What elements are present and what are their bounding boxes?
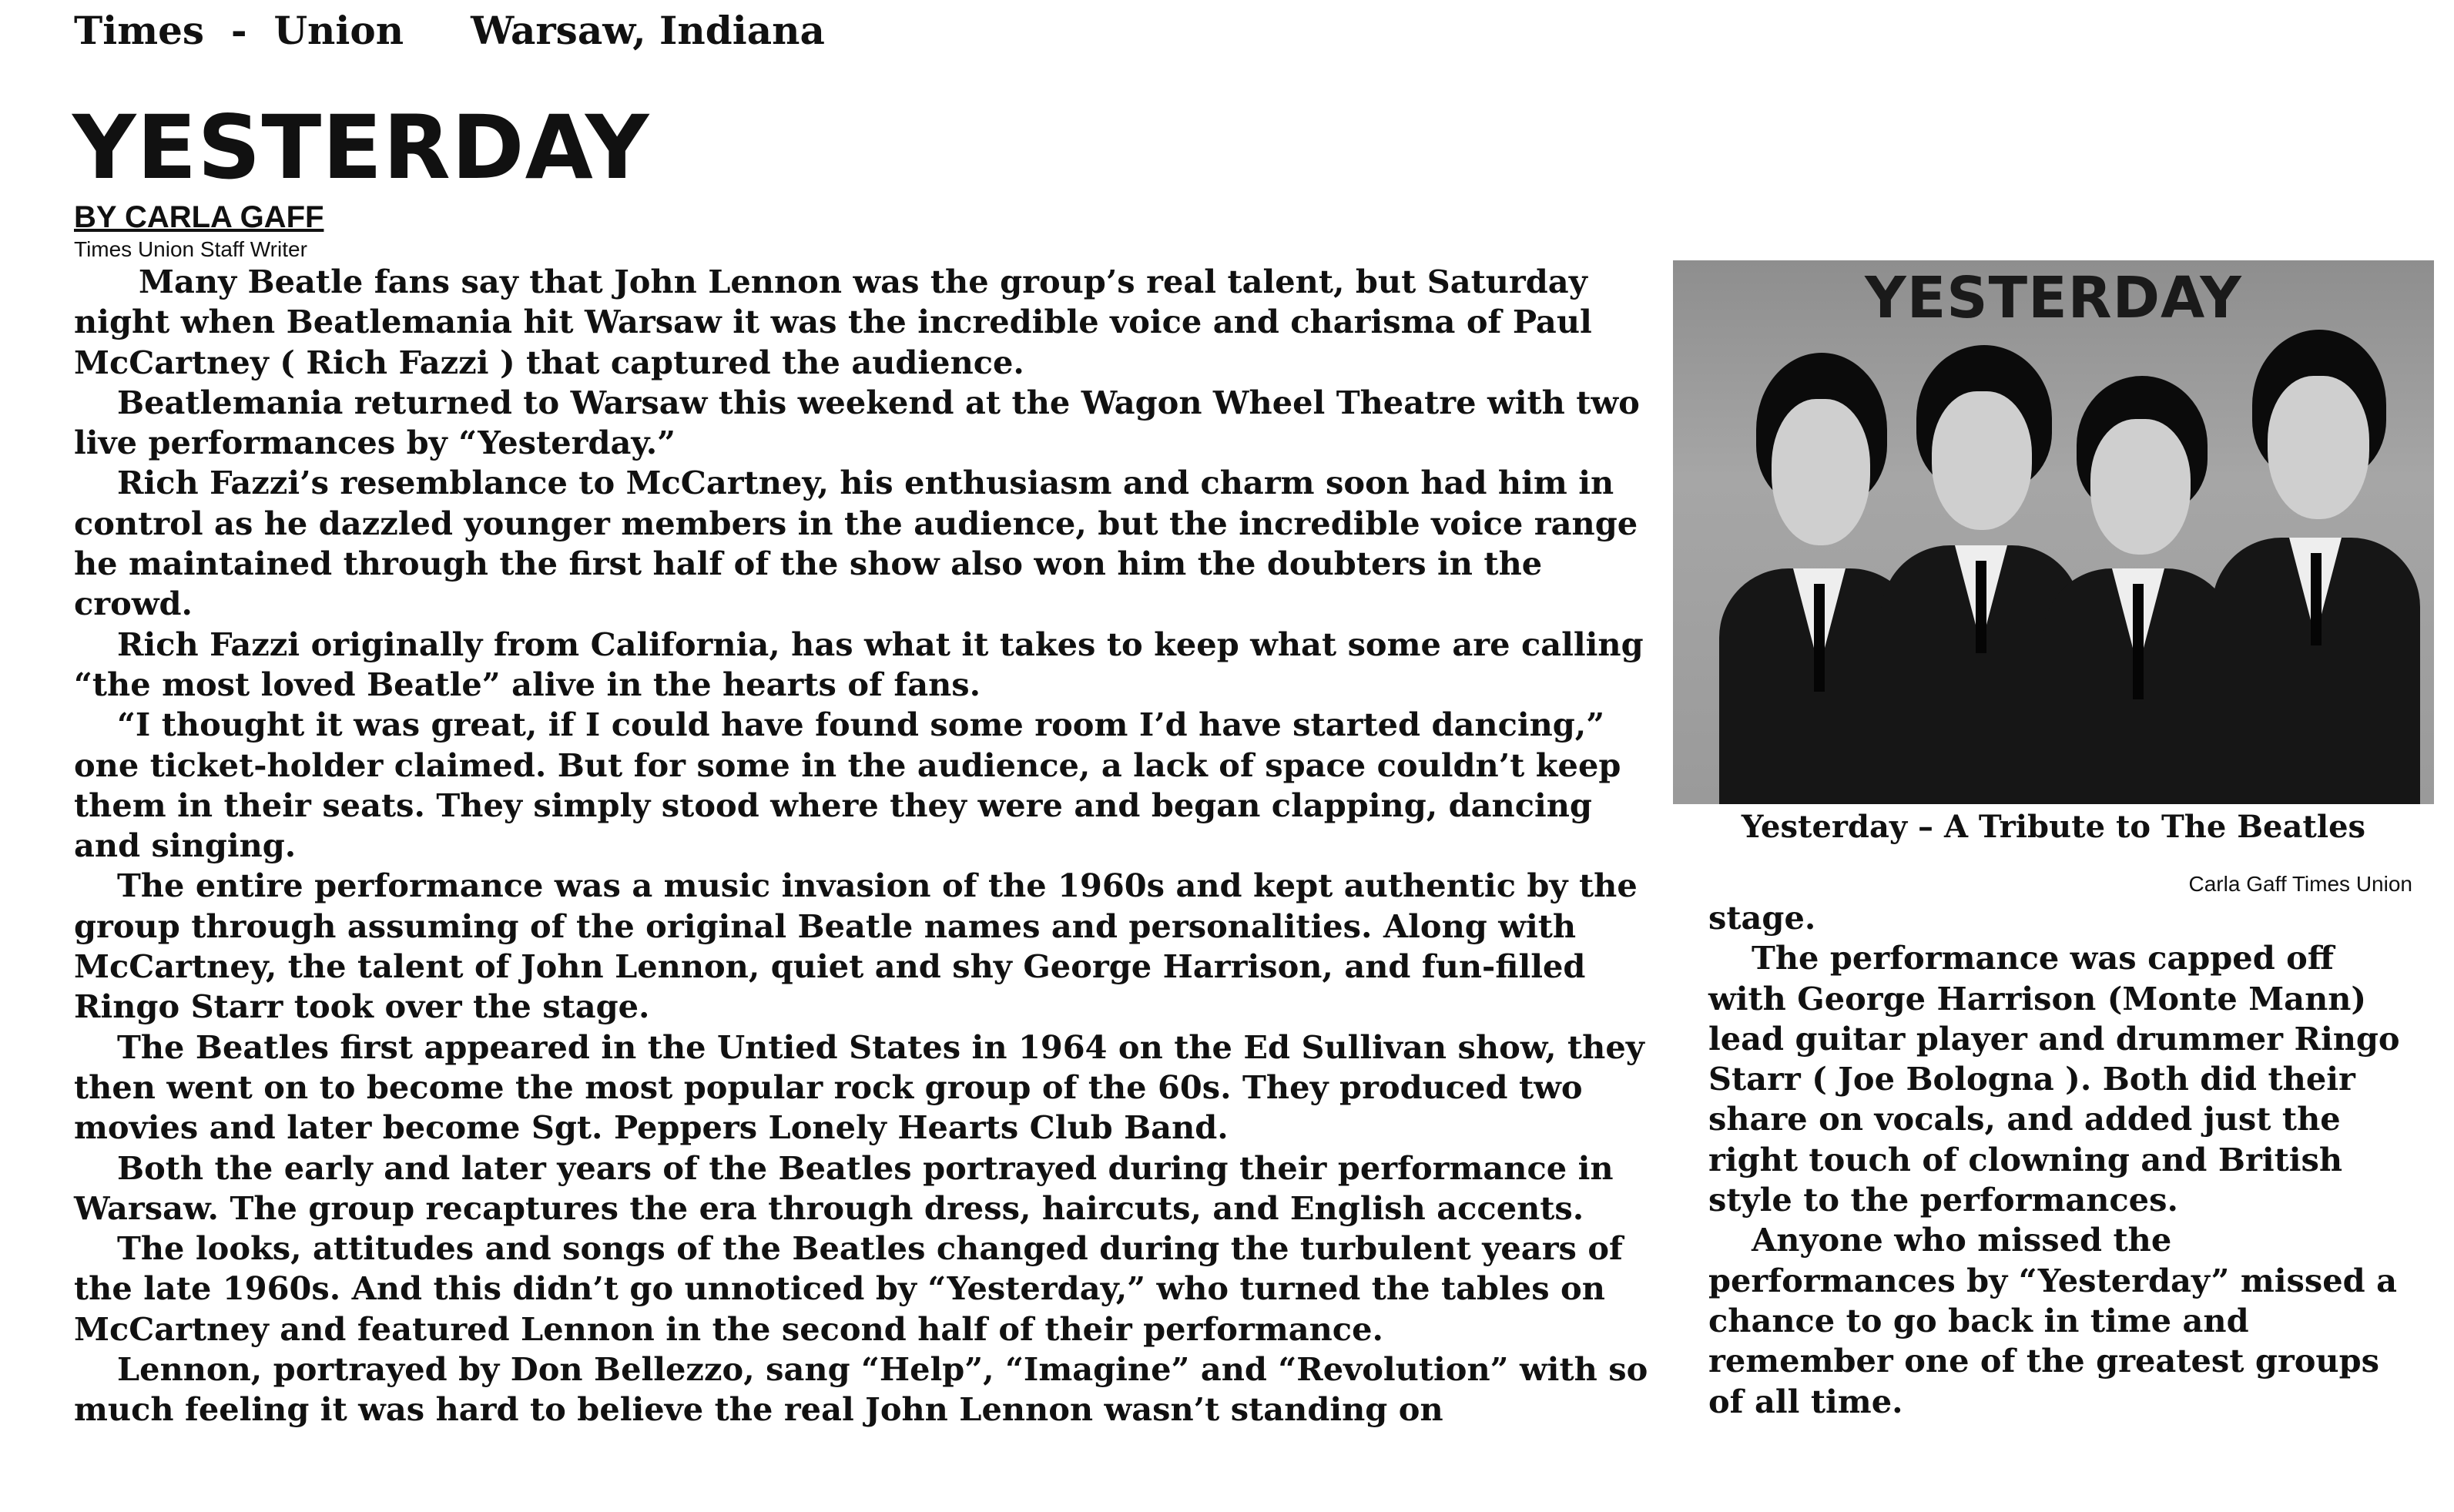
paragraph: Lennon, portrayed by Don Bellezzo, sang “Help”, “Imagine” and “Revolution” with so much feeling it was hard to believe the real John Lennon wasn’t standing on (74, 1350, 1648, 1429)
paragraph: The performance was capped off with George Harrison (Monte Mann) lead guitar player and drummer Ringo Starr ( Joe Bologna ). Both did their share on vocals, and added just the right touch of clowning and British style to the performances. (1708, 939, 2400, 1219)
photo-title-text: YESTERDAY (1865, 265, 2242, 331)
paragraph: stage. (1708, 899, 1816, 937)
masthead: Times - Union Warsaw, Indiana (74, 8, 825, 53)
paragraph: “I thought it was great, if I could have found some room I’d have started dancing,” one ticket-holder claimed. But for some in the audience, a lack of space couldn’t keep them in their seats. They simply stood where they were and began clapping, dancing and singing. (74, 706, 1621, 865)
paragraph: The looks, attitudes and songs of the Beatles changed during the turbulent years of the late 1960s. And this didn’t go unnoticed by “Yesterday,” who turned the tables on McCartney and featured Lennon in the second half of their performance. (74, 1229, 1623, 1348)
photo-credit: Carla Gaff Times Union (2188, 872, 2412, 896)
band-member-figure (2043, 376, 2235, 804)
paragraph: Many Beatle fans say that John Lennon was the group’s real talent, but Saturday night when Beatlemania hit Warsaw it was the incredible voice and charisma of Paul McCartney ( Rich Fazzi ) that captured the audience. (74, 263, 1592, 381)
paragraph: The entire performance was a music invasion of the 1960s and kept authentic by the group through assuming of the original Beatle names and personalities. Along with McCartney, the talent of John Lennon, quiet and shy George Harrison, and fun-filled Ringo Starr took over the stage. (74, 867, 1638, 1026)
side-column (1708, 898, 2402, 1422)
paragraph: Beatlemania returned to Warsaw this weekend at the Wagon Wheel Theatre with two live performances by “Yesterday.” (74, 383, 1640, 462)
paragraph: Rich Fazzi’s resemblance to McCartney, his enthusiasm and charm soon had him in control as he dazzled younger members in the audience, but the incredible voice range he maintained through the first half of the show also won him the doubters in the crowd. (74, 464, 1638, 623)
band-photo (1673, 260, 2434, 804)
photo-caption: Yesterday – A Tribute to The Beatles (1741, 809, 2366, 845)
byline: BY CARLA GAFF (74, 200, 324, 234)
headline: YESTERDAY (72, 96, 650, 199)
paragraph: The Beatles first appeared in the Untied States in 1964 on the Ed Sullivan show, they then went on to become the most popular rock group of the 60s. They produced two movies and later become Sgt. Peppers Lonely Hearts Club Band. (74, 1028, 1644, 1147)
paragraph: Rich Fazzi originally from California, has what it takes to keep what some are calling “the most loved Beatle” alive in the hearts of fans. (74, 625, 1644, 703)
paragraph: Both the early and later years of the Beatles portrayed during their performance in Warsaw. The group recaptures the era through dress, haircuts, and English accents. (74, 1148, 1614, 1227)
main-column (74, 262, 1653, 1430)
band-member-figure (2212, 330, 2420, 804)
staff-writer-label: Times Union Staff Writer (74, 237, 307, 261)
paragraph: Anyone who missed the performances by “Yesterday” missed a chance to go back in time and remember one of the greatest groups of all time. (1708, 1221, 2397, 1420)
